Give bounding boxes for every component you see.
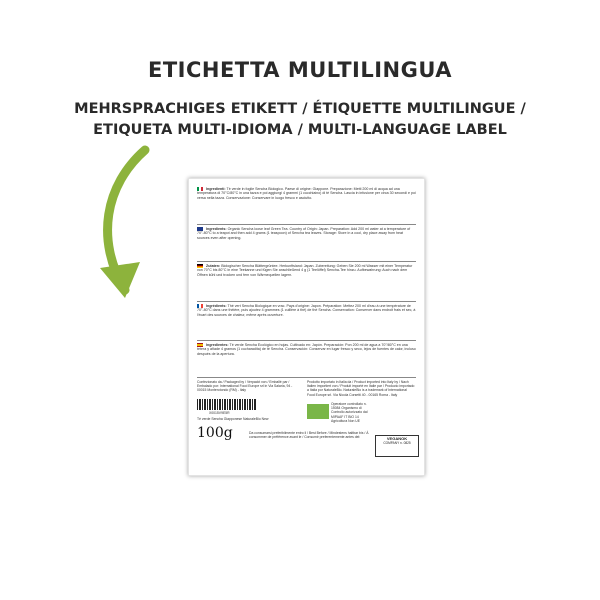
section-title: Ingrédients: xyxy=(206,304,227,308)
organic-certification: Operatore controllato n. 15084 Organismo di Controllo autorizzato dal MIPAAF IT BIO 14 Agricoltura Non UE xyxy=(331,402,368,423)
section-title: Ingredientes: xyxy=(206,343,229,347)
divider xyxy=(197,261,416,262)
section-text: Tè verde in foglie Sencha Biologico. Paese di origine: Giappone. Preparazione: Metti 200 ml di acqua ad una temperatura di 70°C/80°C in una tazza e poi aggiungi 4 grammi (1 cucchiaino) di tè Sencha. Lascia in infusione per circa 30 secondi e poi versa nella tazza. Conservazione: Conservare in luogo fresco e asciutto. xyxy=(197,187,416,200)
curved-arrow-icon xyxy=(70,140,200,300)
vegan-title: VEGANOK xyxy=(386,436,408,441)
subtitle-line-2: ETIQUETA MULTI-IDIOMA / MULTI-LANGUAGE LABEL xyxy=(93,122,507,138)
net-weight: 100g xyxy=(197,425,233,441)
section-text: Organic Sencha loose leaf Green Tea. Country of Origin: Japan. Preparation: Add 200 ml water at a temperature of 70°-80°C to a teapot and then add 4 grams (1 teaspoon) of Sencha tea leaves. Storage: Store in a cool, dry place away from heat sources even after opening. xyxy=(197,227,411,240)
label-section-it xyxy=(197,187,416,200)
imported-by-text: Prodotto importato in Italia da / Product imported into Italy by / Nach Italien importiert von / Produit importé en Italie par / Producto importado a Italia por NaturaleBio. NaturaleBio is a trademark of International Food Europe srl. Via Nicola Corsetti 40 - 00165 Roma - Italy xyxy=(307,380,415,397)
subtitle-line-1: MEHRSPRACHIGES ETIKETT / ÉTIQUETTE MULTILINGUE / xyxy=(74,101,526,117)
label-section-fr xyxy=(197,304,416,317)
label-section-es xyxy=(197,343,416,356)
best-before-text: Da consumarsi preferibilmente entro il / Best Before / Mindestens haltbar bis / À consommer de préférence avant le / Consumir preferentemente antes del: xyxy=(249,431,369,440)
product-name: Tè verde Sencha Giapponese NaturaleBio New xyxy=(197,417,269,421)
section-text: Thé vert Sencha Biologique en vrac. Pays d'origine: Japon. Préparation: Mettez 200 ml d'eau à une température de 70°-80°C dans une théière, puis ajoutez 4 grammes (1 cuillère à thé) de thé Sencha. Conservation: Conserver dans endroit frais et sec, à l'écart des sources de chaleur, même après ouverture. xyxy=(197,304,416,317)
barcode-number: X0015V9E5R xyxy=(209,411,230,415)
label-section-de xyxy=(197,264,416,277)
section-title: Zutaten: xyxy=(206,264,221,268)
section-text: Té verde Sencha Ecológico en hojas. Cultivado en: Japón. Preparación: Pon 200 ml de agua a 70°/80°C en una tetera y añade 4 gramos (1 cucharadita) de té Sencha. Conservación: Conservar en lugar fresco y seco, lejos de fuentes de calor, incluso después de la apertura. xyxy=(197,343,416,356)
section-title: Ingredienti: xyxy=(206,187,226,191)
vegan-badge xyxy=(375,435,419,457)
section-text: Biologischer Sencha Blättergrüntee. Herkunftsland: Japan. Zubereitung: Geben Sie 200 ml Wasser mit einer Temperatur von 70°C bis 80°C in eine Teekanne und fügen Sie anschließend 4 g (1 Teelöffel) Sencha-Tee hinzu. Aufbewahrung: Auch nach dem Öffnen kühl und trocken und fern von Wärmequellen lagern. xyxy=(197,264,413,277)
product-label xyxy=(188,178,425,476)
barcode xyxy=(197,399,257,410)
packed-by-text: Confezionato da / Packaged by / Verpackt von / Emballé par / Embalado por: International Food Europe srl in Via Salaria, 94 - 00015 Monterotondo (RM) - Italy xyxy=(197,380,293,393)
section-title: Ingredients: xyxy=(206,227,227,231)
divider xyxy=(197,224,416,225)
label-section-en xyxy=(197,227,416,240)
page-title: ETICHETTA MULTILINGUA xyxy=(147,58,453,82)
divider xyxy=(197,377,416,378)
divider xyxy=(197,301,416,302)
divider xyxy=(197,340,416,341)
vegan-code: COMPANY n. 0825 xyxy=(383,441,411,445)
eu-organic-leaf-icon xyxy=(307,404,329,419)
